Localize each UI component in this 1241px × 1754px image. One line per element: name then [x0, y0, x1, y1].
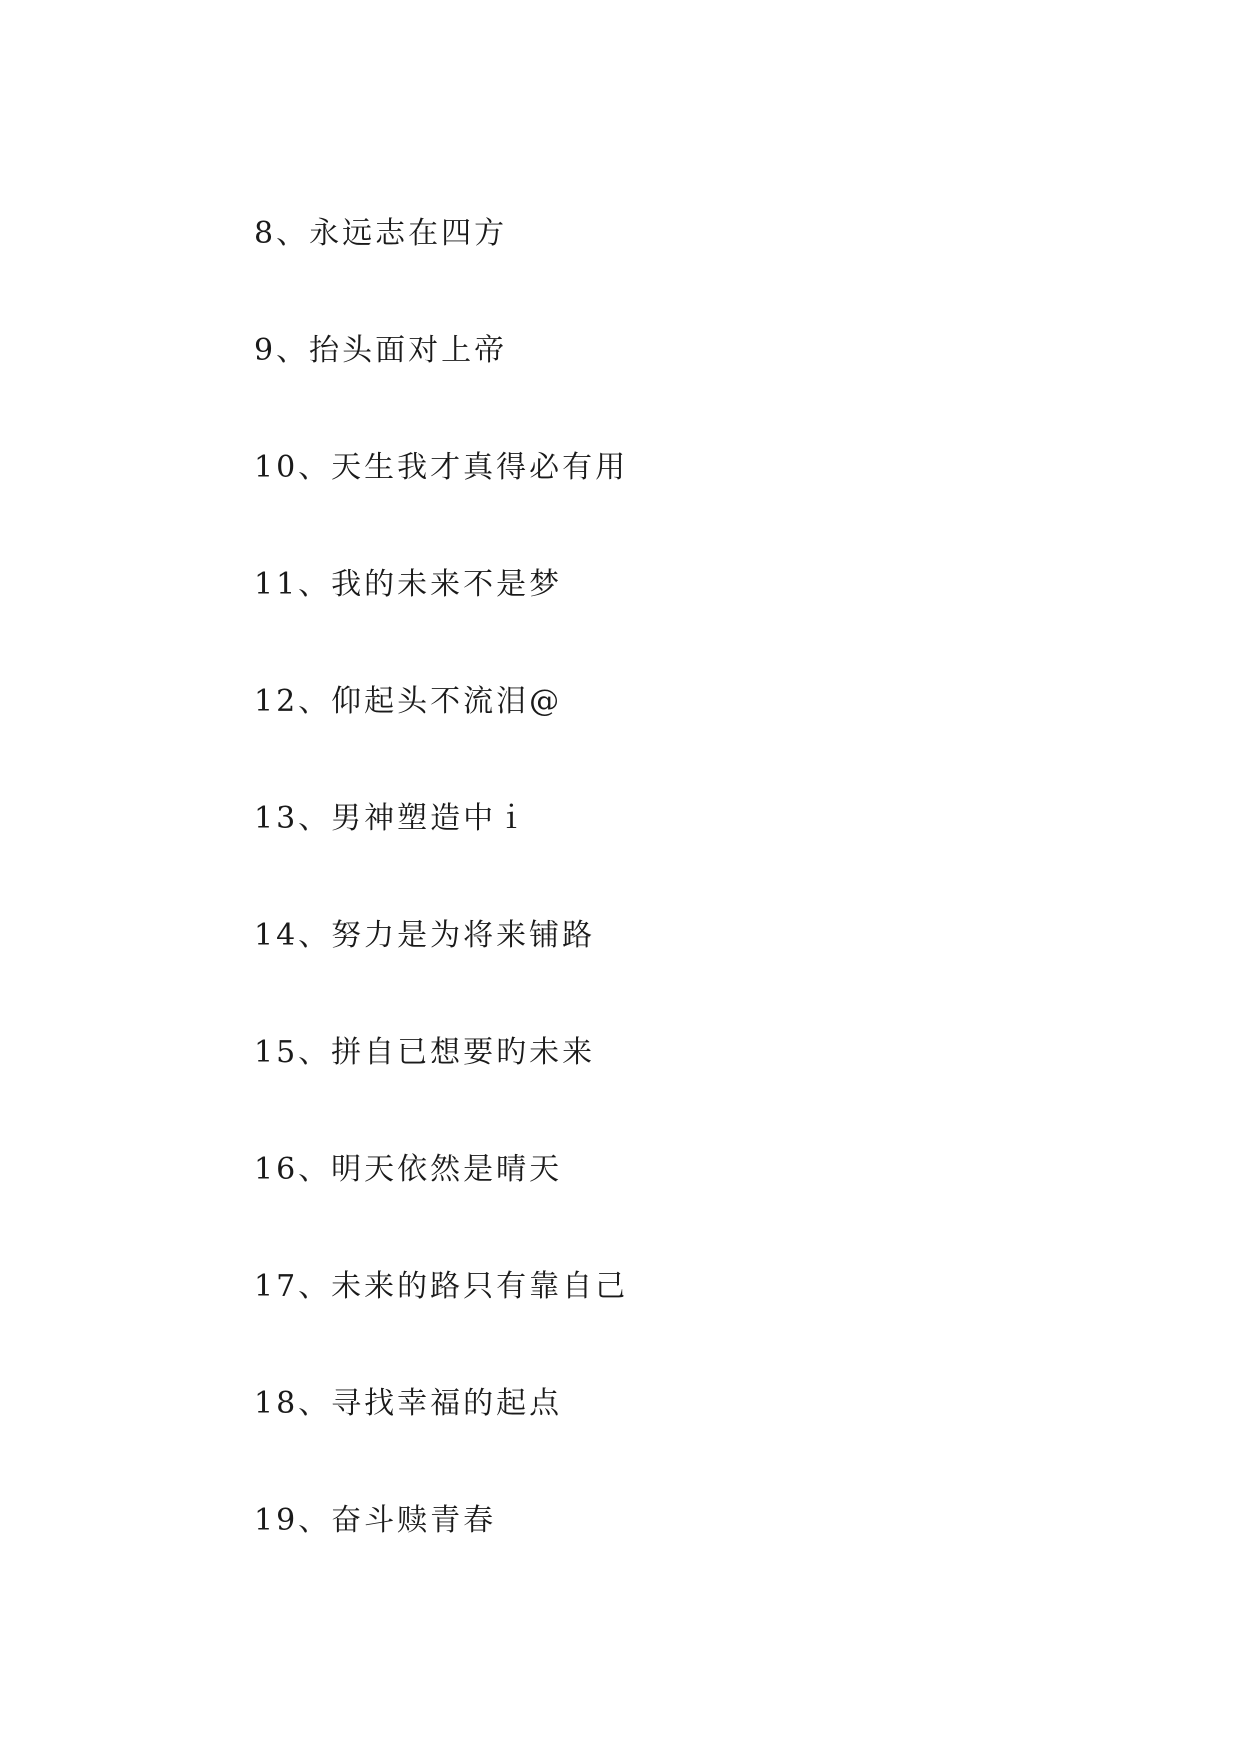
list-item: [254, 331, 628, 448]
list-item: [254, 916, 628, 1033]
list-item-text: 18、寻找幸福的起点: [254, 1386, 563, 1421]
list-item: [254, 682, 628, 799]
list-item-text: 9、抬头面对上帝: [254, 333, 508, 368]
list-item-text: 13、男神塑造中ｉ: [254, 801, 530, 836]
list-item-text: 11、我的未来不是梦: [254, 567, 563, 602]
list-item: [254, 1150, 628, 1267]
list-item-text: 15、拼自已想要旳未来: [254, 1035, 596, 1070]
list-item-text: 17、未来的路只有靠自己: [254, 1269, 629, 1304]
list-item-text: 14、努力是为将来铺路: [254, 918, 596, 953]
list-item-text: 10、天生我才真得必有用: [254, 450, 629, 485]
list-item-text: 19、奋斗赎青春: [254, 1503, 497, 1538]
list-item: [254, 1267, 628, 1384]
list-item-text: 8、永远志在四方: [254, 216, 508, 251]
numbered-list: [254, 214, 628, 1618]
list-item: [254, 1384, 628, 1501]
list-item: [254, 448, 628, 565]
list-item: [254, 1033, 628, 1150]
list-item: [254, 565, 628, 682]
list-item: [254, 799, 628, 916]
list-item-text: 12、仰起头不流泪@: [254, 684, 563, 719]
list-item: [254, 1501, 628, 1618]
list-item-text: 16、明天依然是晴天: [254, 1152, 563, 1187]
list-item: [254, 214, 628, 331]
